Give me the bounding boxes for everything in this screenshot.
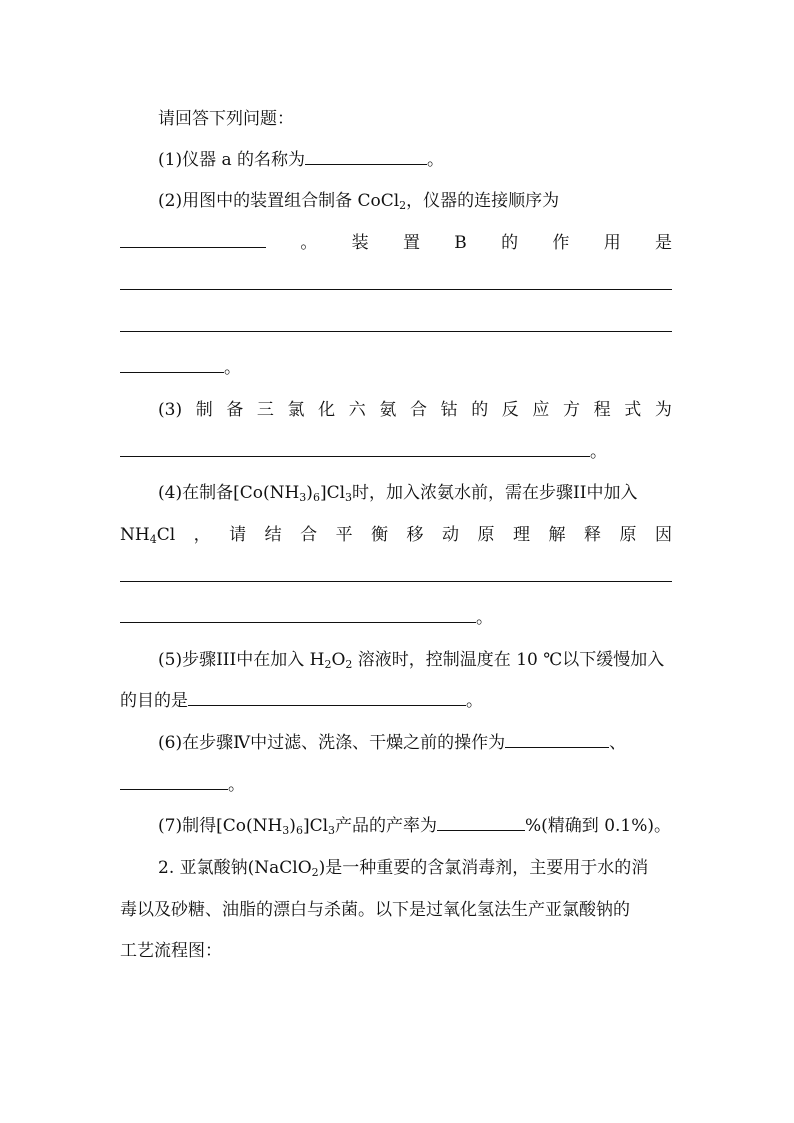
question-5-line-2 <box>120 689 672 713</box>
q3-char: 应 <box>532 400 550 420</box>
q3-char: 氯 <box>287 400 305 420</box>
q5-sub: 2 <box>324 658 332 671</box>
question-4-line-1 <box>158 481 672 505</box>
q4-answer-line-end <box>120 606 672 630</box>
q3-char: 为 <box>654 400 672 420</box>
q3-char: 合 <box>409 400 427 420</box>
q5-purpose-blank[interactable] <box>188 689 466 706</box>
question-5-line-1 <box>158 648 672 672</box>
q4-answer-line[interactable] <box>120 565 672 582</box>
q4-word: 平 <box>335 525 353 545</box>
question-6-line-2 <box>120 773 672 797</box>
q2-end: 。 <box>224 358 241 378</box>
q2-word: 置 <box>402 233 420 253</box>
q1-answer-blank[interactable] <box>305 148 427 165</box>
q5-text: (5)步骤III中在加入 H <box>158 650 325 670</box>
q2-word: 装 <box>351 233 369 253</box>
q4-word: 动 <box>442 525 460 545</box>
q2-answer-line[interactable] <box>120 273 672 290</box>
problem-2-line-1 <box>158 856 672 880</box>
problem-2-line-3: 工艺流程图： <box>120 941 222 961</box>
q2-text-a: (2)用图中的装置组合制备 CoCl <box>158 191 400 211</box>
q4-text: 时，加入浓氨水前，需在步骤II中加入 <box>352 483 638 503</box>
p2-sub: 2 <box>311 866 319 879</box>
q2-word: 的 <box>501 233 519 253</box>
q3-equation-blank[interactable] <box>120 440 590 457</box>
q2-word: 用 <box>603 233 621 253</box>
q4-word: 因 <box>654 525 672 545</box>
q2-word: B <box>454 233 467 253</box>
q3-char: 反 <box>501 400 519 420</box>
q7-sub: 6 <box>295 824 303 837</box>
q4-word: 原 <box>619 525 637 545</box>
q4-sub: 3 <box>345 491 353 504</box>
q3-char: 制 <box>195 400 213 420</box>
q3-char: 式 <box>624 400 642 420</box>
q5-text: 溶液时，控制温度在 10 ℃以下缓慢加入 <box>352 650 665 670</box>
q3-char: 化 <box>318 400 336 420</box>
q7-text: %(精确到 0.1%)。 <box>525 816 672 836</box>
q3-char: 的 <box>471 400 489 420</box>
question-2-line-1 <box>158 189 672 213</box>
q5-end: 。 <box>466 691 483 711</box>
q4-text: ) <box>306 483 313 503</box>
q4-reason-blank[interactable] <box>120 606 476 623</box>
q3-char: 方 <box>563 400 581 420</box>
q6-end: 。 <box>228 775 245 795</box>
q1-prefix: (1)仪器 a 的名称为 <box>158 150 306 170</box>
q4-word: 理 <box>513 525 530 545</box>
q6-blank-2[interactable] <box>120 773 228 790</box>
p2-text: )是一种重要的含氯消毒剂，主要用于水的消 <box>318 858 649 878</box>
q4-word: ， <box>193 525 211 545</box>
question-4-line-2 <box>120 523 672 547</box>
q3-end: 。 <box>590 442 607 462</box>
q4-word: 释 <box>583 525 601 545</box>
q5-text: O <box>331 650 346 670</box>
q7-text: 产品的产率为 <box>335 816 438 836</box>
q7-text: ) <box>289 816 296 836</box>
q3-char: 氨 <box>379 400 397 420</box>
q2-word: 是 <box>655 233 672 253</box>
q3-char: 备 <box>226 400 244 420</box>
q7-sub: 3 <box>282 824 290 837</box>
q2-answer-line-end <box>120 356 672 380</box>
q5-text: 的目的是 <box>120 691 188 711</box>
q1-suffix: 。 <box>427 150 445 170</box>
q4-word: 合 <box>300 525 318 545</box>
question-3 <box>158 398 672 422</box>
q4-end: 。 <box>476 608 493 628</box>
q4-word: 衡 <box>371 525 389 545</box>
q6-blank-1[interactable] <box>505 731 609 748</box>
q3-char: 程 <box>593 400 611 420</box>
q6-text: (6)在步骤Ⅳ中过滤、洗涤、干燥之前的操作为 <box>158 733 506 753</box>
q4-word: 结 <box>264 525 282 545</box>
q4-sub: 3 <box>299 491 307 504</box>
q4-word: 请 <box>229 525 247 545</box>
question-2-line-2 <box>120 231 672 255</box>
q7-text: ]Cl <box>302 816 329 836</box>
q2-function-blank[interactable] <box>120 356 224 373</box>
q4-word: 原 <box>477 525 495 545</box>
q2-period: 。 <box>300 233 318 253</box>
question-1 <box>158 148 672 172</box>
q3-char: (3) <box>158 400 183 420</box>
q6-sep: 、 <box>609 733 627 753</box>
q2-answer-line[interactable] <box>120 315 672 332</box>
q2-order-blank[interactable] <box>120 231 266 248</box>
q3-char: 六 <box>348 400 366 420</box>
intro-text: 请回答下列问题： <box>158 109 294 129</box>
q2-word: 作 <box>552 233 570 253</box>
q7-sub: 3 <box>328 824 336 837</box>
q3-char: 三 <box>256 400 274 420</box>
q4-word: 移 <box>406 525 424 545</box>
q5-sub: 2 <box>345 658 353 671</box>
q4-nh4cl: $NH_4Cl$ <box>120 525 176 546</box>
q4-text: ]Cl <box>319 483 346 503</box>
q7-text: (7)制得[Co(NH <box>158 816 283 836</box>
q4-text: (4)在制备[Co(NH <box>158 483 300 503</box>
q2-text-b: ，仪器的连接顺序为 <box>406 191 560 211</box>
q3-answer-line <box>120 440 672 464</box>
q7-yield-blank[interactable] <box>437 814 525 831</box>
problem-2-line-2: 毒以及砂糖、油脂的漂白与杀菌。以下是过氧化氢法生产亚氯酸钠的 <box>120 900 630 920</box>
q2-sub: 2 <box>399 199 407 212</box>
q4-word: 解 <box>548 525 566 545</box>
question-6-line-1 <box>158 731 672 755</box>
p2-text: 2. 亚氯酸钠(NaClO <box>158 858 312 878</box>
q3-char: 钴 <box>440 400 458 420</box>
q4-sub: 6 <box>312 491 320 504</box>
question-7 <box>158 814 672 838</box>
